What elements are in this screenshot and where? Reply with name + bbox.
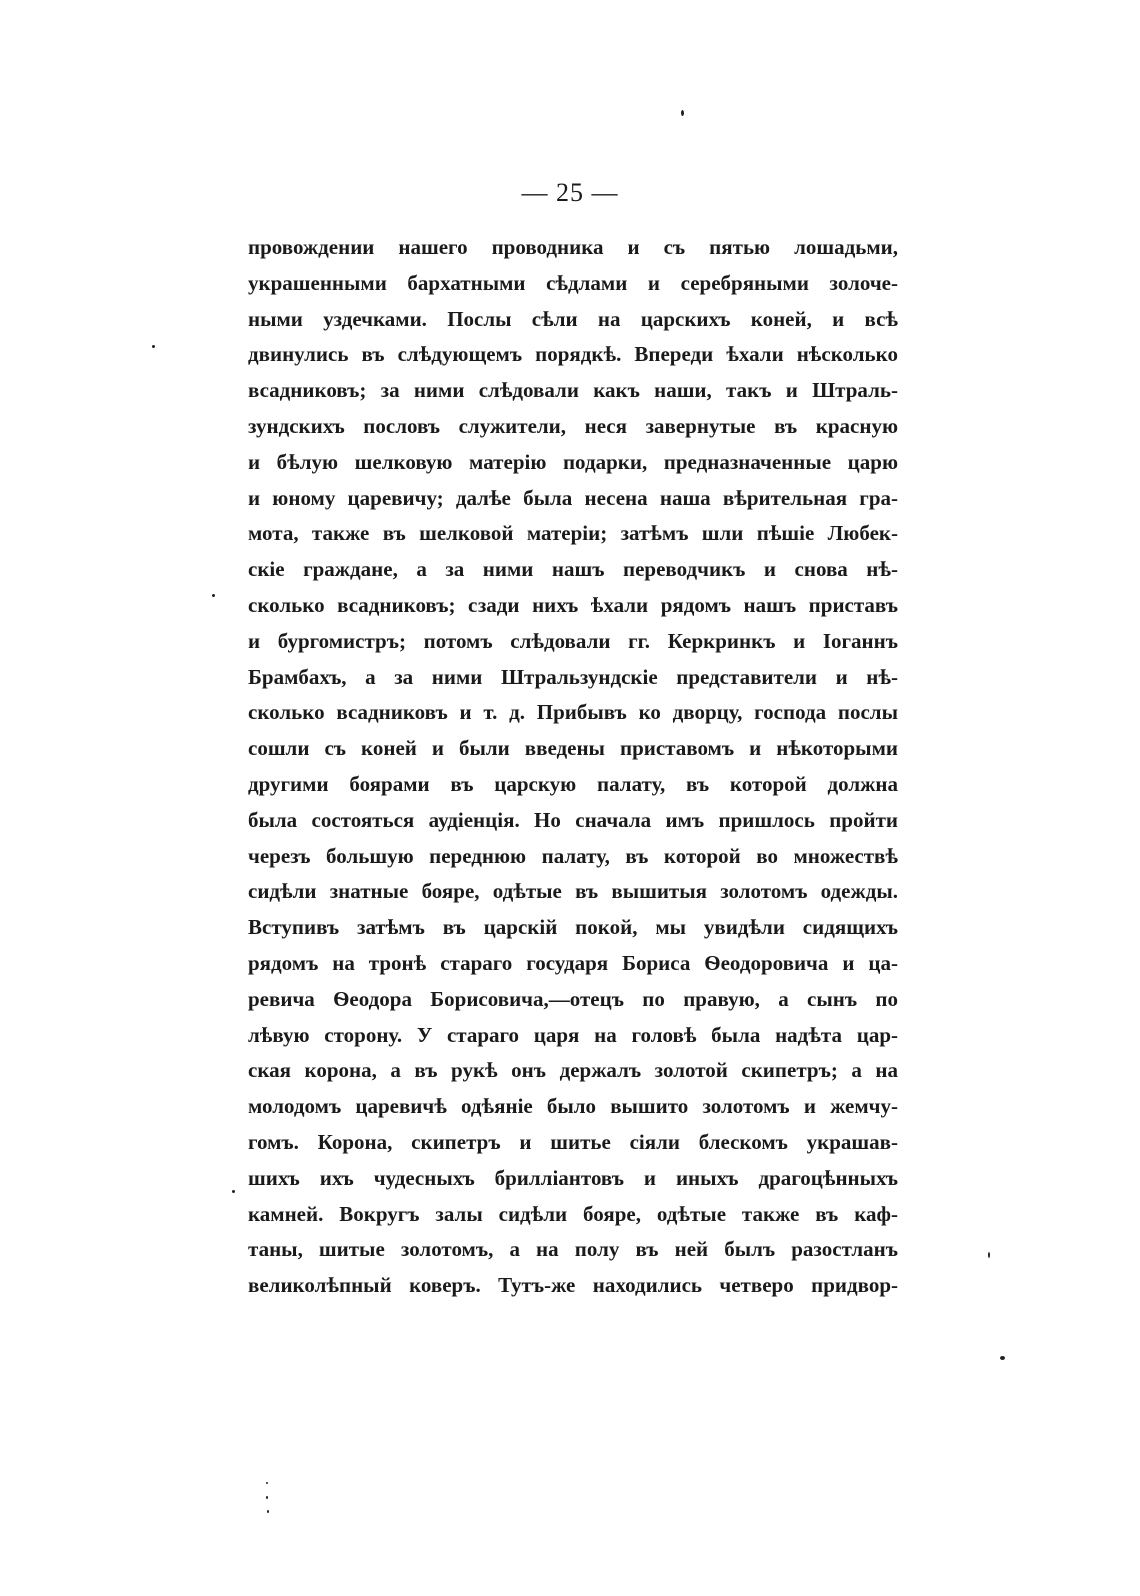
text-line: сколько всадниковъ и т. д. Прибывъ ко дворцу, господа послы xyxy=(248,700,898,725)
text-line: украшенными бархатными сѣдлами и серебряными золоче- xyxy=(248,270,898,295)
text-line: рядомъ на тронѣ стараго государя Бориса Ѳеодоровича и ца- xyxy=(248,950,898,975)
text-line: ская корона, а въ рукѣ онъ держалъ золотой скипетръ; а на xyxy=(248,1058,898,1083)
text-line: лѣвую сторону. У стараго царя на головѣ была надѣта цар- xyxy=(248,1022,898,1047)
page-number: — 25 — xyxy=(521,178,619,207)
text-line: гомъ. Корона, скипетръ и шитье сiяли блескомъ украшав- xyxy=(248,1129,898,1154)
text-line: другими боярами въ царскую палату, въ которой должна xyxy=(248,771,898,796)
text-line: сидѣли знатные бояре, одѣтые въ вышитыя золотомъ одежды. xyxy=(248,879,898,904)
text-line: Вступивъ затѣмъ въ царскiй покой, мы увидѣли сидящихъ xyxy=(248,915,898,940)
text-line: мота, также въ шелковой матерiи; затѣмъ шли пѣшiе Любек- xyxy=(248,521,898,546)
scan-speck xyxy=(1000,1356,1005,1360)
text-line: камней. Вокругъ залы сидѣли бояре, одѣтые также въ каф- xyxy=(248,1201,898,1226)
text-line: черезъ большую переднюю палату, въ которой во множествѣ xyxy=(248,843,898,868)
text-line: таны, шитые золотомъ, а на полу въ ней былъ разостланъ xyxy=(248,1237,898,1262)
text-line: провождении нашего проводника и съ пятью лошадьми, xyxy=(248,235,898,259)
text-line: всадниковъ; за ними слѣдовали какъ наши, такъ и Штраль- xyxy=(248,378,898,403)
text-line: Брамбахъ, а за ними Штральзундскiе представители и нѣ- xyxy=(248,664,898,689)
text-line: шихъ ихъ чудесныхъ брилліантовъ и иныхъ драгоцѣнныхъ xyxy=(248,1165,898,1190)
text-line: молодомъ царевичѣ одѣянiе было вышито золотомъ и жемчу- xyxy=(248,1094,898,1119)
text-line: сколько всадниковъ; сзади нихъ ѣхали рядомъ нашъ приставъ xyxy=(248,592,898,617)
scan-speck xyxy=(267,1510,269,1513)
text-line: двинулись въ слѣдующемъ порядкѣ. Впереди ѣхали нѣсколько xyxy=(248,342,898,367)
scan-speck xyxy=(232,1190,235,1193)
scan-speck xyxy=(152,345,155,348)
text-line: ными уздечками. Послы сѣли на царскихъ коней, и всѣ xyxy=(248,306,898,331)
text-line: сошли съ коней и были введены приставомъ и нѣкоторыми xyxy=(248,736,898,761)
scan-speck xyxy=(266,1482,268,1484)
text-line: ревича Ѳеодора Борисовича,—отецъ по правую, а сынъ по xyxy=(248,986,898,1011)
text-line: скiе граждане, а за ними нашъ переводчикъ и снова нѣ- xyxy=(248,557,898,582)
text-line: великолѣпный коверъ. Тутъ-же находились четверо придвор- xyxy=(248,1273,898,1298)
body-text xyxy=(248,230,898,1304)
text-line: и бургомистръ; потомъ слѣдовали гг. Керкринкъ и Iоганнъ xyxy=(248,628,898,653)
text-line: и бѣлую шелковую матерiю подарки, предназначенные царю xyxy=(248,449,898,474)
text-line: и юному царевичу; далѣе была несена наша вѣрительная гра- xyxy=(248,485,898,510)
scan-speck xyxy=(988,1252,990,1258)
scan-speck xyxy=(212,594,215,597)
scan-speck xyxy=(681,110,684,116)
text-line: зундскихъ пословъ служители, неся завернутые въ красную xyxy=(248,413,898,438)
scan-speck xyxy=(266,1496,268,1499)
text-line: была состояться аудiенцiя. Но сначала имъ пришлось пройти xyxy=(248,807,898,832)
